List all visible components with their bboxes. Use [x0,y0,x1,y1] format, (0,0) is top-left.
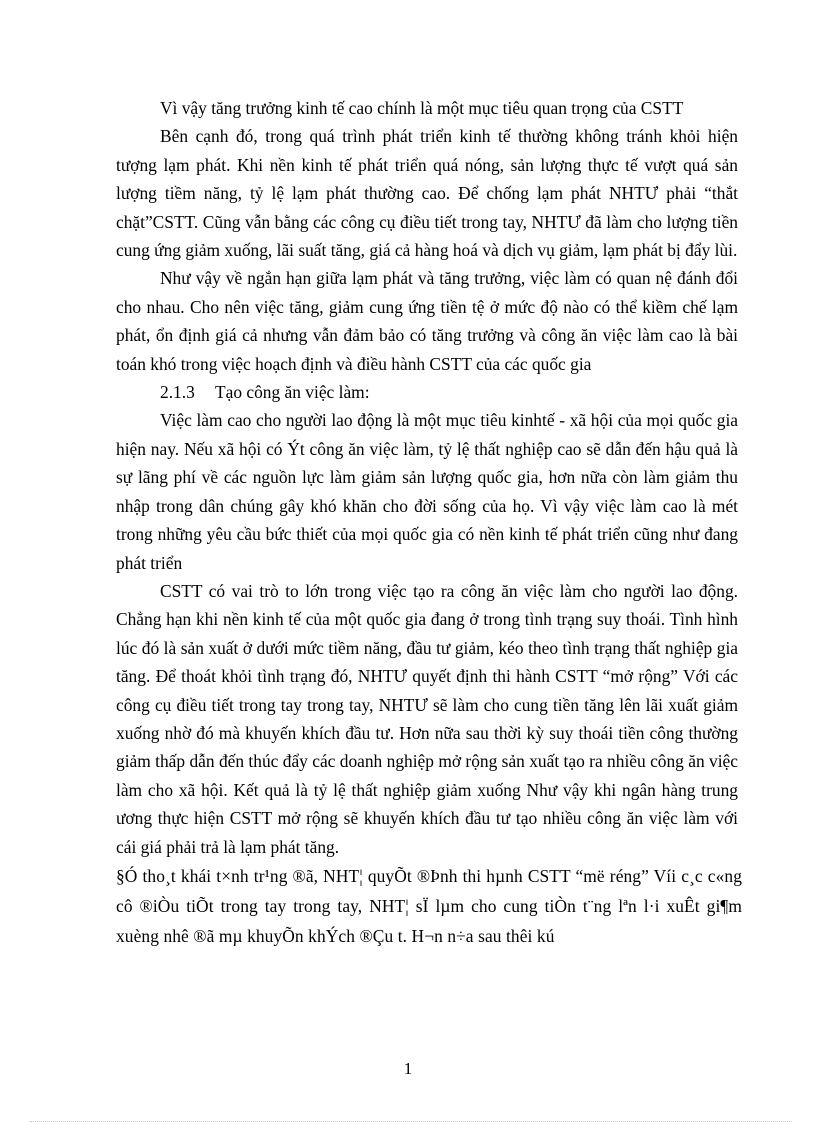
section-number: 2.1.3 [160,382,195,403]
paragraph-garbled-encoding: §Ó tho¸t khái t×nh tr¹ng ®ã, NHT¦ quyÕt ®Þnh thi hµnh CSTT “më réng” Víi c¸c c«ng cô ®iÒu tiÕt trong tay trong tay, NHT¦ sÏ lµm cho cung tiÒn t¨ng lªn l·i xuÊt gi¶m xuèng nhê ®ã mµ khuyÕn khÝch ®Çu t. H¬n n÷a sau thêi kú [116,865,742,946]
page-bottom-divider [30,1121,792,1122]
section-heading [116,378,738,406]
document-body [116,94,742,951]
page-number: 1 [403,1059,413,1078]
section-title: Tạo công ăn việc làm: [215,382,370,403]
paragraph-inflation: Bên cạnh đó, trong quá trình phát triển kinh tế thường không tránh khỏi hiện tượng lạm phát. Khi nền kinh tế phát triển quá nóng, sản lượng thực tế vượt quá sản lượng tiềm năng, tỷ lệ lạm phát thường cao. Để chống lạm phát NHTƯ phải “thắt chặt”CSTT. Cũng vẫn bằng các công cụ điều tiết trong tay, NHTƯ đã làm cho lượng tiền cung ứng giảm xuống, lãi suất tăng, giá cả hàng hoá và dịch vụ giảm, lạm phát bị đẩy lùi. [116,126,738,261]
paragraph-employment: Việc làm cao cho người lao động là một mục tiêu kinhtế - xã hội của mọi quốc gia hiện nay. Nếu xã hội có Ýt công ăn việc làm, tỷ lệ thất nghiệp cao sẽ dẫn đến hậu quả là sự lãng phí về các nguồn lực làm giảm sản lượng quốc gia, hơn nữa còn làm giảm thu nhập trong dân chúng gây khó khăn cho đời sống của họ. Vì vậy việc làm cao là mét trong những yêu cầu bức thiết của mọi quốc gia có nền kinh tế phát triển cũng như đang phát triển [116,410,738,573]
paragraph-tradeoff: Như vậy về ngắn hạn giữa lạm phát và tăng trưởng, việc làm có quan nệ đánh đổi cho nhau. Cho nên việc tăng, giảm cung ứng tiền tệ ở mức độ nào có thể kiềm chế lạm phát, ổn định giá cả nhưng vẫn đảm bảo có tăng trưởng và công ăn việc làm cao là bài toán khó trong việc hoạch định và điều hành CSTT của các quốc gia [116,268,738,374]
paragraph-growth-goal: Vì vậy tăng trưởng kinh tế cao chính là một mục tiêu quan trọng của CSTT [160,98,684,118]
paragraph-cstt-role: CSTT có vai trò to lớn trong việc tạo ra công ăn việc làm cho người lao động. Chẳng hạn khi nền kinh tế của một quốc gia đang ở trong tình trạng suy thoái. Tình hình lúc đó là sản xuất ở dưới mức tiềm năng, đầu tư giảm, kéo theo tình trạng thất nghiệp gia tăng. Để thoát khỏi tình trạng đó, NHTƯ quyết định thi hành CSTT “mở rộng” Với các công cụ điều tiết trong tay trong tay, NHTƯ sẽ làm cho cung tiền tăng lên lãi xuất giảm xuống nhờ đó mà khuyến khích đầu tư. Hơn nữa sau thời kỳ suy thoái tiền công thường giảm thấp dẫn đến thúc đẩy các doanh nghiệp mở rộng sản xuất tạo ra nhiều công ăn việc làm cho xã hội. Kết quả là tỷ lệ thất nghiệp giảm xuống Như vậy khi ngân hàng trung ương thực hiện CSTT mở rộng sẽ khuyến khích đầu tư tạo nhiều công ăn việc làm với cái giá phải trả là lạm phát tăng. [116,580,738,857]
